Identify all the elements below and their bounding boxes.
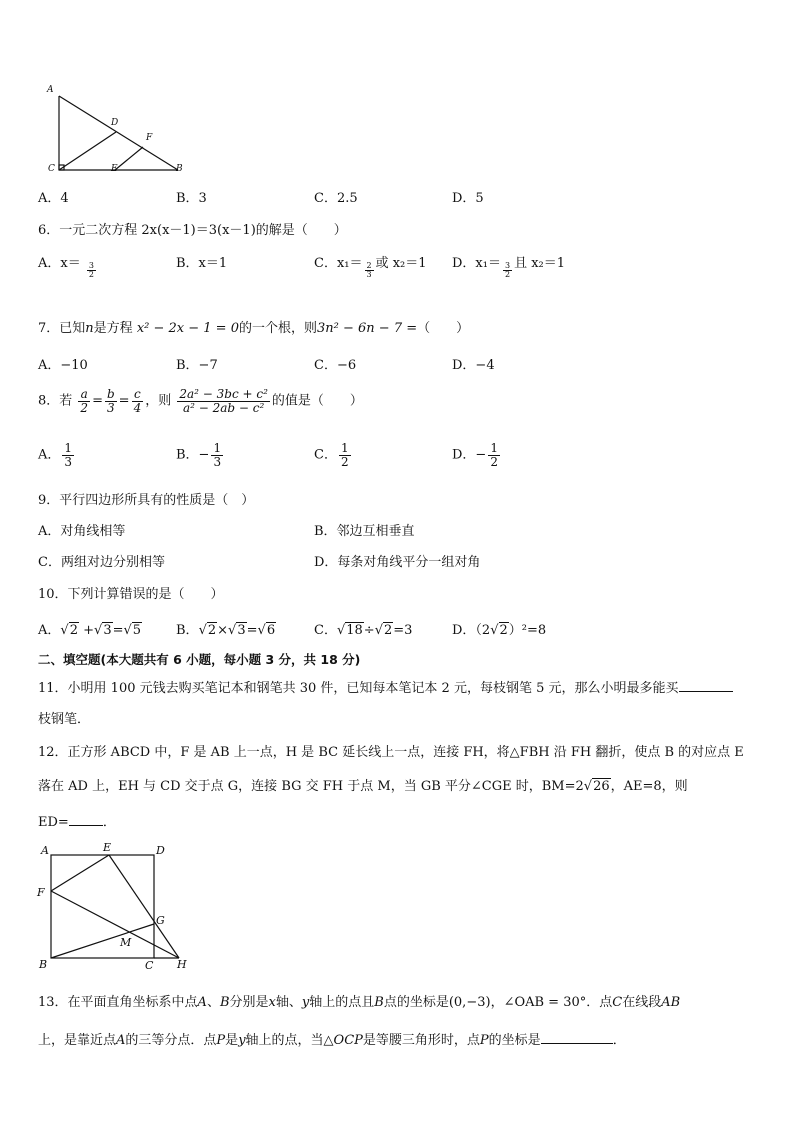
q13-line1: 13．在平面直角坐标系中点A、B分别是x轴、y轴上的点且B点的坐标是(0,−3)，∠OAB = 30°．点C在线段AB [38,995,681,1010]
figure-triangle-abc [40,80,200,180]
q10-option-b: B．√2×√3=√6 [176,623,276,638]
q9-option-a: A．对角线相等 [38,524,126,539]
q9-stem: 9．平行四边形所具有的性质是（ ） [38,493,255,508]
q7-option-a: A．−10 [38,358,88,373]
q8-option-d: D．− $\frac{1}{2}$ [452,441,498,469]
section-2-title: 二、填空题(本大题共有 6 小题，每小题 3 分，共 18 分) [38,652,361,667]
q6-option-c: C．x₁＝ $\frac{2}{3}$ 或 x₂＝1 [314,256,427,279]
q10-option-a: A．√2 +√3=√5 [38,623,142,638]
fig1-label-b: B [176,164,183,174]
q6-option-d: D．x₁＝ $\frac{3}{2}$ 且 x₂＝1 [452,256,566,279]
q7-option-d: D．−4 [452,358,495,373]
q11-line1: 11．小明用 100 元钱去购买笔记本和钢笔共 30 件，已知每本笔记本 2 元，每枝钢笔 5 元，那么小明最多能买 [38,677,733,696]
q12-line2: 落在 AD 上，EH 与 CD 交于点 G，连接 BG 交 FH 于点 M，当 GB 平分∠CGE 时，BM=2√26，AE=8，则 [38,779,688,794]
q10-option-d: D．（2√2）²=8 [452,623,547,638]
q10-stem: 10．下列计算错误的是（ ） [38,587,224,602]
fig2-label-h: H [177,958,187,971]
q7-expression: 3n² − 6n − 7 = [317,321,418,336]
q12-line3: ED= ． [38,815,116,830]
fig1-label-e: E [111,164,118,174]
q12-line1: 12．正方形 ABCD 中，F 是 AB 上一点，H 是 BC 延长线上一点，连接 FH，将△FBH 沿 FH 翻折，使点 B 的对应点 E [38,745,744,760]
q8-option-c: C． $\frac{1}{2}$ [314,441,349,469]
fig2-label-d: D [156,844,165,857]
fig2-label-e: E [103,841,112,854]
q6-option-b: B．x＝1 [176,256,228,271]
q7-option-b: B．−7 [176,358,218,373]
fig2-label-a: A [41,844,49,857]
fig2-label-f: F [37,886,45,899]
figure-square-abcd [34,838,199,973]
fig1-label-f: F [146,133,153,143]
q9-option-d: D．每条对角线平分一组对角 [314,555,481,570]
q8-stem: 8．若 $\frac{a}{2}$ = $\frac{b}{3}$ = $\frac{c}{4}$ ，则 $\frac{\text{2a² − 3bc + c²}}{\text{a² − 2ab − c²}}$ 的值是（ ） [38,387,363,415]
q5-option-c: C．2.5 [314,191,358,206]
fig1-label-a: A [47,85,54,95]
fig2-label-g: G [156,914,165,927]
q10-option-c: C．√18÷√2=3 [314,623,413,638]
fig2-label-m: M [120,936,132,949]
q7-option-c: C．−6 [314,358,357,373]
fig2-label-b: B [39,958,48,971]
q11-line2: 枝钢笔． [38,712,91,727]
q7-stem: 7．已知n是方程 x² − 2x − 1 = 0的一个根，则3n² − 6n − 7 =（ ） [38,321,470,336]
q8-option-b: B．− $\frac{1}{3}$ [176,441,222,469]
q9-option-b: B．邻边互相垂直 [314,524,415,539]
q5-option-b: B．3 [176,191,207,206]
fig1-label-d: D [111,118,119,128]
fig1-label-c: C [48,164,55,174]
fig2-label-c: C [145,959,154,972]
q6-stem: 6．一元二次方程 2x(x－1)＝3(x－1)的解是（ ） [38,223,347,238]
q6-option-a: A．x＝ $\frac{3}{2}$ [38,256,94,279]
q7-equation: x² − 2x − 1 = 0 [136,321,239,336]
q8-expression: $\frac{\text{2a² − 3bc + c²}}{\text{a² − 2ab − c²}}$ [179,387,268,415]
q9-option-c: C．两组对边分别相等 [38,555,165,570]
q5-option-d: D．5 [452,191,484,206]
q5-option-a: A．4 [38,191,69,206]
q8-option-a: A． $\frac{1}{3}$ [38,441,73,469]
q13-line2: 上，是靠近点A的三等分点．点P是y轴上的点，当△OCP是等腰三角形时，点P的坐标是 ． [38,1033,626,1048]
